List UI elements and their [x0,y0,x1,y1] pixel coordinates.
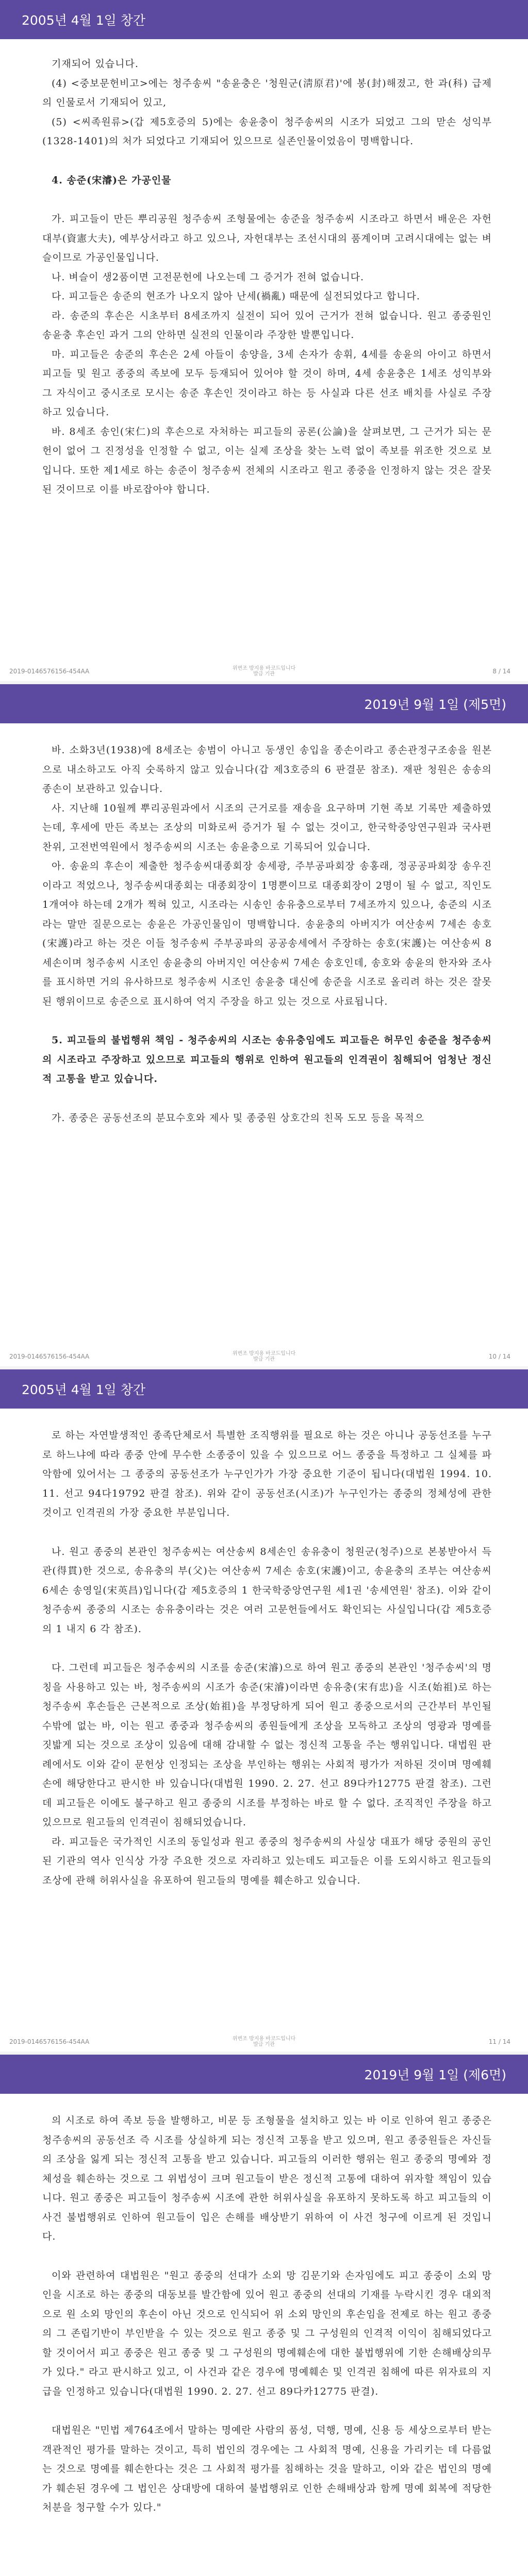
paragraph: 라. 송준의 후손은 시초부터 8세조까지 실전이 되어 있어 근거가 전혀 없습니다. 원고 종중원인 송윤충 후손인 과거 그의 안하면 실전의 인물이라 주장한 발뿐입니다. [42,310,492,341]
paragraph: 로 하는 자연발생적인 종족단체로서 특별한 조직행위를 필요로 하는 것은 아니나 공동선조를 누구로 하느냐에 따라 종중 안에 무수한 소종중이 있을 수 있으므로 어느 종중을 특정하고 그 실체를 파악함에 있어서는 그 종중의 공동선조가 누구인가가 가장 중요한 기준이 됩니다(대법원 1994. 10. 11. 선고 94다19792 판결 참조). 위와 같이 공동선조(시조)가 누구인가는 종중의 정체성에 관한 것이고 인격권의 가장 중요한 부분입니다. [42,1430,492,1518]
paragraph: (4) <중보문헌비고>에는 청주송씨 "송윤충은 '청원군(淸原君)'에 봉(封)해졌고, 한 과(科) 급제의 인물로서 기재되어 있고, [42,77,492,108]
paragraph: 가. 피고들이 만든 뿌리공원 청주송씨 조형물에는 송준을 청주송씨 시조라고 하면서 배운은 자헌대부(資憲大夫), 예부상서라고 하고 있으나, 자헌대부는 조선시대의 품계이며 고려시대에는 없는 벼슬이므로 가공인물입니다. [42,213,492,263]
document-id: 2019-0146576156-454AA [9,1353,90,1360]
page-body [0,39,528,500]
paragraph: 아. 송윤의 후손이 제출한 청주송씨대종회장 송세광, 주부공파회장 송홍래, 정공공파회장 송우진이라고 적었으나, 청주송씨대종회는 대종회장이 1명뿐이므로 대종회장이 2명이 될 수 없고, 직인도 1개여야 하는데 2개가 찍혀 있고, 시조라는 시송인 송유충으로부터 7세조까지 있으나, 송준의 시조라는 말만 질문으로는 송윤은 가공인물임이 명백합니다. 송윤충의 아버지가 여산송씨 7세손 송호(宋護)라고 하는 것은 이들 청주송씨 주부공파의 공공송세에서 주장하는 송호(宋護)는 여산송씨 8세손이며 청주송씨 시조인 송윤충의 아버지인 여산송씨 7세손 송호인데, 송호와 송윤의 한자와 조사를 표시하면 거의 유사하므로 청주송씨 시조인 송윤충 대신에 송준을 시조로 올리려 하는 것은 잘못된 행위이므로 송준으로 표시하여 억지 주장을 하고 있는 것으로 사료됩니다. [42,860,492,1007]
issue-date-label: 2019년 9월 1일 (제5면) [364,697,506,712]
issuer-watermark: 위변조 방지용 바코드입니다 발급 기관 [232,2036,296,2047]
page-body [0,723,528,1128]
page-block-3 [0,1369,528,2052]
issue-date-label: 2005년 4월 1일 창간 [22,13,146,28]
page-body [0,2094,528,2518]
paragraph: 바. 8세조 송인(宋仁)의 후손으로 자처하는 피고들의 공론(公論)을 살펴보면, 그 근거가 되는 문헌이 없어 그 진정성을 인정할 수 없고, 이는 실제 조상을 찾는 노력 없이 족보를 위조한 것으로 보입니다. 또한 제1세로 하는 송준이 청주송씨 전체의 시조라고 원고 종중을 인정하지 않는 것은 잘못된 것이므로 이를 바로잡아야 합니다. [42,426,492,495]
page-number: 10 / 14 [488,1353,510,1360]
page-footer [0,665,528,679]
paragraph: 다. 그런데 피고들은 청주송씨의 시조를 송준(宋濬)으로 하여 원고 종중의 본관인 '청주송씨'의 명칭을 사용하고 있는 바, 청주송씨의 시조가 송준(宋濬)이라면 송유충(宋有忠)을 시조(始祖)로 하는 청주송씨 후손들은 근본적으로 조상(始祖)을 부정당하게 되어 원고 종중으로서의 근간부터 부인될 수밖에 없는 바, 이는 원고 종중과 청주송씨의 종원들에게 조상을 모독하고 조상의 영광과 명예를 짓밟게 되는 것으로 조상이 있음에 대해 감내할 수 없는 정신적 고통을 주는 행위입니다. 대법원 판례에서도 이와 같이 문헌상 인정되는 조상을 부인하는 행위는 사회적 평가가 저하된 것이며 명예훼손에 해당한다고 판시한 바 있습니다(대법원 1990. 2. 27. 선고 89다카12775 판결 참조). 그런데 피고들은 이에도 불구하고 원고 종중의 시조를 부정하는 바로 할 수 없다. 조직적인 주장을 하고 있으므로 원고들의 인격권이 침해되었습니다. [42,1662,492,1828]
page-footer [0,1350,528,1364]
paragraph: 대법원은 "민법 제764조에서 말하는 명예란 사람의 품성, 덕행, 명예, 신용 등 세상으로부터 받는 객관적인 평가를 말하는 것이고, 특히 법인의 경우에는 그 사회적 명예, 신용을 가리키는 데 다름없는 것으로 명예를 훼손한다는 것은 그 사회적 평가를 침해하는 것을 말하고, 이와 같은 법인의 명예가 훼손된 경우에 그 법인은 상대방에 대하여 불법행위로 인한 손해배상과 함께 명예 회복에 적당한 처분을 청구할 수가 있다." [42,2425,492,2513]
paragraph: 마. 피고들은 송준의 후손은 2세 아들이 송양을, 3세 손자가 송휘, 4세를 송윤의 아이고 하면서 피고들 및 원고 종중의 족보에 모두 등재되어 있어야 할 것이 하며, 4세 송윤충은 1세조 성익부와 그 자식이고 중시조로 모시는 송준 후손인 것이라고 하는 등 사실과 다른 선조 배치를 사실로 주장하고 있습니다. [42,348,492,418]
paragraph: 사. 지난해 10월께 뿌리공원과에서 시조의 근거로를 재송을 요구하며 기현 족보 기록만 제출하였는데, 후세에 만든 족보는 조상의 미화로써 증거가 될 수 없는 것이고, 한국학중앙연구원과 국사편찬위, 고전번역원에서 청주송씨의 시조는 송윤충으로 기록되어 있습니다. [42,802,492,853]
paragraph: 의 시조로 하여 족보 등을 발행하고, 비문 등 조형물을 설치하고 있는 바 이로 인하여 원고 종중은 청주송씨의 공동선조 즉 시조를 상실하게 되는 정신적 고통을 받고 있으며, 원고 종중원들은 자신들의 조상을 잃게 되는 정신적 고통을 받고 있습니다. 피고들의 이러한 행위는 원고 종중의 명예와 정체성을 훼손하는 것으로 그 위법성이 크며 원고들이 받은 정신적 고통에 대하여 위자할 책임이 있습니다. 원고 종중은 피고들이 청주송씨 시조에 관한 허위사실을 유포하지 못하도록 하고 피고들의 이 사건 불법행위로 인하여 원고들이 입은 손해를 배상받기 위하여 이 사건 청구에 이르게 된 것입니다. [42,2115,492,2242]
paragraph: 기재되어 있습니다. [52,58,139,70]
document-id: 2019-0146576156-454AA [9,2038,90,2045]
issuer-watermark: 위변조 방지용 바코드입니다 발급 기관 [232,666,296,677]
section-heading: 4. 송준(宋濬)은 가공인물 [52,174,172,186]
paragraph: 이와 관련하여 대법원은 "원고 종중의 선대가 소외 망 김문기와 손자임에도 피고 종중이 소외 망인을 시조로 하는 종중의 대동보를 발간함에 있어 원고 종중의 선대의 기재를 누락시킨 경우 대외적으로 원 소외 망인의 후손이 아닌 것으로 인식되어 위 소외 망인의 후손임을 전제로 하는 원고 종중의 그 존립기반이 부인받을 수 있는 것으로 원고 종중 및 그 구성원의 인격적 이익이 침해되었다고 할 것이어서 피고 종중은 원고 종중 및 그 구성원의 명예훼손에 대한 불법행위에 기한 손해배상의무가 있다." 라고 판시하고 있고, 이 사건과 같은 경우에 명예훼손 및 인격권 침해에 따른 위자료의 지급을 인정하고 있습니다(대법원 1990. 2. 27. 선고 89다카12775 판결). [42,2269,492,2397]
issue-date-label: 2019년 9월 1일 (제6면) [364,2067,506,2082]
page-block-1 [0,0,528,681]
page-header [0,1369,528,1409]
paragraph: 바. 소화3년(1938)에 8세조는 송범이 아니고 동생인 송입을 종손이라고 종손관정구조송을 원본으로 내소하고도 아직 숫록하지 않고 있습니다(갑 제3호증의 6 판결문 참조). 재판 청원은 송송의 종손이 보관하고 있습니다. [42,744,492,794]
page-block-2 [0,684,528,1366]
page-footer [0,2035,528,2049]
issue-date-label: 2005년 4월 1일 창간 [22,1382,146,1397]
section-heading: 5. 피고들의 불법행위 책임 - 청주송씨의 시조는 송유충임에도 피고들은 허무인 송준을 청주송씨의 시조라고 주장하고 있으므로 피고들의 행위로 인하여 원고들의 인격권이 침해되어 엄청난 정신적 고통을 받고 있습니다. [42,1035,492,1084]
page-block-4 [0,2055,528,2576]
paragraph: 나. 벼슬이 생2품이면 고전문헌에 나오는데 그 증거가 전혀 없습니다. [52,271,365,283]
issuer-watermark: 위변조 방지용 바코드입니다 발급 기관 [232,1351,296,1362]
paragraph: 라. 피고들은 국가적인 시조의 동일성과 원고 종중의 청주송씨의 사실상 대표가 해당 중원의 공인된 기관의 역사 인식상 가장 주요한 것으로 자리하고 있는데도 피고들은 이를 도외시하고 원고들의 조상에 관해 허위사실을 유포하여 원고들의 명예를 훼손하고 있습니다. [42,1836,492,1886]
paragraph: 다. 피고들은 송준의 현조가 나오지 않아 난세(禍亂) 때문에 실전되었다고 합니다. [52,291,420,302]
page-header [0,0,528,39]
paragraph: 가. 종중은 공동선조의 분묘수호와 제사 및 종중원 상호간의 친목 도모 등을 목적으 [52,1112,425,1124]
document-id: 2019-0146576156-454AA [9,668,90,675]
paragraph: 나. 원고 종중의 본관인 청주송씨는 여산송씨 8세손인 송유충이 청원군(청주)으로 본봉받아서 득관(得貫)한 것으로, 송유충의 부(父)는 여산송씨 7세손 송호(宋護)이고, 송윤충의 조부는 여산송씨 6세손 송영일(宋英昌)입니다(갑 제5호증의 1 한국학중앙연구원 세1권 '송세연원' 참조). 이와 같이 청주송씨 종중의 시조는 송유충이라는 것은 여러 고문헌들에서도 확인되는 사실입니다(갑 제5호증의 1 내지 6 각 참조). [42,1546,492,1635]
page-number: 8 / 14 [492,668,510,675]
page-header [0,684,528,723]
page-header [0,2055,528,2094]
paragraph: (5) <씨족원류>(갑 제5호증의 5)에는 송윤충이 청주송씨의 시조가 되었고 그의 맏손 성익부(1328-1401)의 처가 되었다고 기재되어 있으므로 실존인물이었음이 명백합니다. [42,116,492,147]
page-body [0,1409,528,1890]
page-number: 11 / 14 [488,2038,510,2045]
